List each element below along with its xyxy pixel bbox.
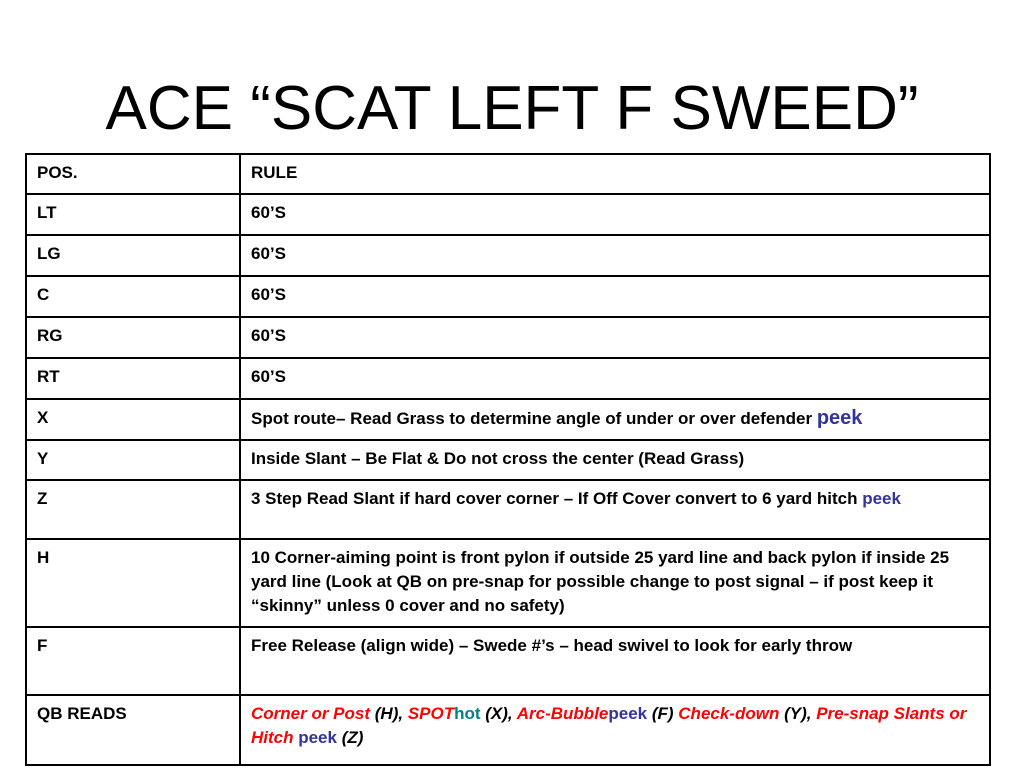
row-rule: 10 Corner-aiming point is front pylon if outside 25 yard line and back pylon if inside 25 yard line (Look at QB on pre-snap for possible change to post signal – if post keep it “skinny” unless 0 cover and no safety) — [240, 539, 990, 627]
peek-tag: peek — [608, 704, 648, 723]
row-pos: C — [26, 276, 240, 317]
slide-title: ACE “SCAT LEFT F SWEED” — [105, 74, 919, 143]
qb-read-arc-bubble: Arc-Bubble — [516, 704, 609, 723]
table-row — [26, 399, 990, 440]
peek-tag: peek — [293, 728, 337, 747]
qb-read-text: (H), — [370, 704, 408, 723]
row-rule — [240, 399, 990, 440]
row-pos: X — [26, 399, 240, 440]
qb-read-pre-snap: Pre-snap Slants or Hitch — [251, 704, 967, 747]
row-rule: 60’S — [240, 276, 990, 317]
rules-table — [25, 153, 991, 766]
qb-read-text: (X), — [480, 704, 517, 723]
table-row — [26, 440, 990, 480]
header-rule: RULE — [240, 154, 990, 194]
row-rule: Free Release (align wide) – Swede #’s – head swivel to look for early throw — [240, 627, 990, 695]
row-rule: 60’S — [240, 317, 990, 358]
table-row — [26, 627, 990, 695]
table-row — [26, 539, 990, 627]
table-row — [26, 480, 990, 539]
table-row — [26, 235, 990, 276]
qb-read-spot: SPOT — [407, 704, 455, 723]
row-rule: Inside Slant – Be Flat & Do not cross the center (Read Grass) — [240, 440, 990, 480]
table-row — [26, 317, 990, 358]
rule-text: 3 Step Read Slant if hard cover corner – If Off Cover convert to 6 yard hitch — [251, 489, 863, 508]
row-pos: Y — [26, 440, 240, 480]
table-row-qb-reads — [26, 695, 990, 765]
qb-read-text: (Z) — [336, 728, 364, 747]
row-pos: LT — [26, 194, 240, 235]
qb-read-text: (F) — [647, 704, 679, 723]
qb-read-corner-post: Corner or Post — [251, 704, 371, 723]
row-pos: RT — [26, 358, 240, 399]
peek-tag: peek — [816, 407, 863, 429]
row-pos: QB READS — [26, 695, 240, 765]
table-row — [26, 194, 990, 235]
qb-read-text: (Y), — [779, 704, 817, 723]
row-pos: Z — [26, 480, 240, 539]
table-header-row — [26, 154, 990, 194]
qb-reads-rule — [240, 695, 990, 765]
peek-tag: peek — [862, 489, 901, 508]
row-pos: F — [26, 627, 240, 695]
table-row — [26, 358, 990, 399]
qb-read-check-down: Check-down — [678, 704, 780, 723]
row-rule: 60’S — [240, 235, 990, 276]
header-pos: POS. — [26, 154, 240, 194]
row-rule: 60’S — [240, 194, 990, 235]
row-pos: H — [26, 539, 240, 627]
row-pos: LG — [26, 235, 240, 276]
rule-text: Spot route– Read Grass to determine angle of under or over defender — [251, 409, 817, 428]
row-rule — [240, 480, 990, 539]
row-pos: RG — [26, 317, 240, 358]
hot-tag: hot — [454, 704, 481, 723]
row-rule: 60’S — [240, 358, 990, 399]
table-row — [26, 276, 990, 317]
